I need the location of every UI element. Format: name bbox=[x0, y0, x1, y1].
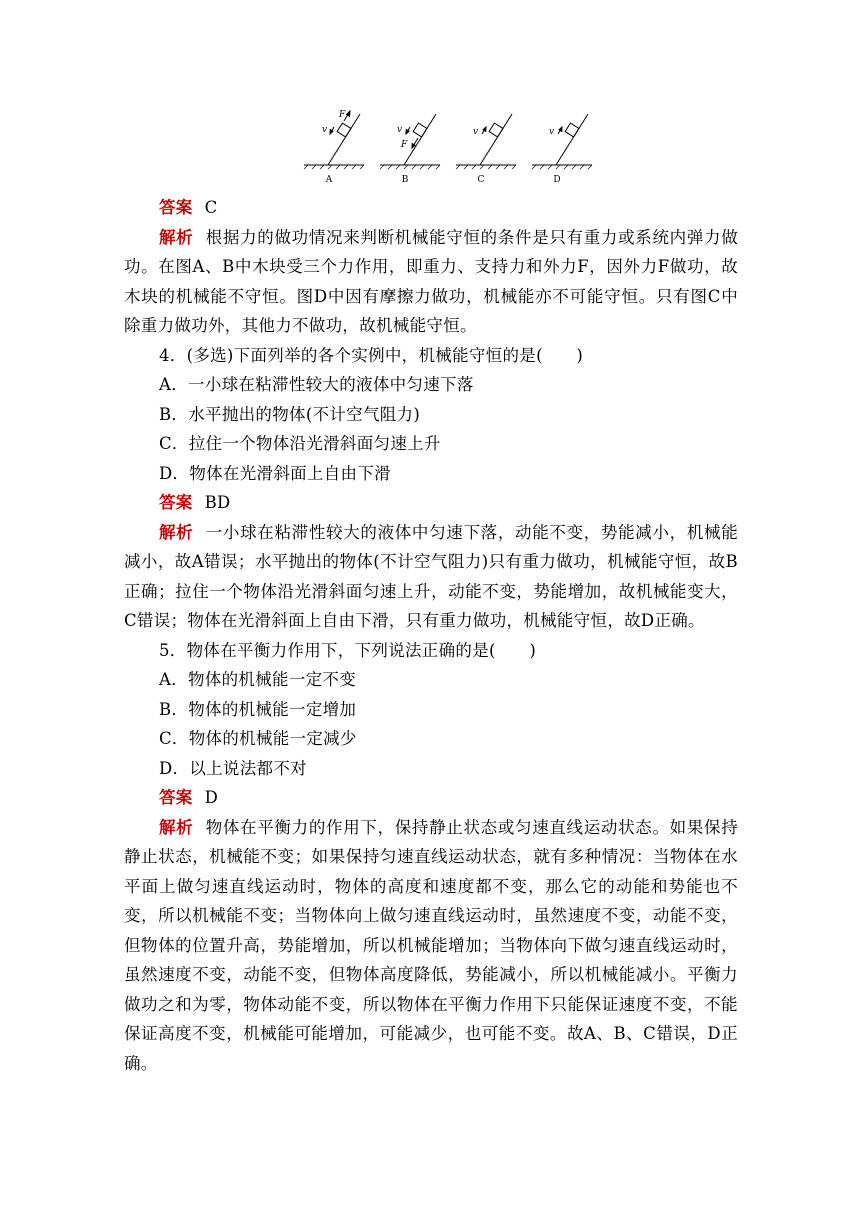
velocity-symbol: v bbox=[322, 125, 328, 135]
panel-a bbox=[304, 111, 364, 169]
analysis-text: 物体在平衡力的作用下，保持静止状态或匀速直线运动状态。如果保持静止状态，机械能不变；如果保持匀速直线运动状态，就有多种情况：当物体在水平面上做匀速直线运动时，物体的高度和速度都不变，那么它的动能和势能也不变，所以机械能不变；当物体向上做匀速直线运动时，虽然速度不变，动能不变，但物体的位置升高，势能增加，所以机械能增加；当物体向下做匀速直线运动时，虽然速度不变，动能不变，但物体高度降低，势能减小，所以机械能减小。平衡力做功之和为零，物体动能不变，所以物体在平衡力作用下只能保证速度不变，不能保证高度不变，机械能可能增加，可能减少，也可能不变。故A、B、C错误，D正确。 bbox=[124, 817, 738, 1073]
force-symbol: F bbox=[401, 140, 408, 150]
answer-tag: 答案 bbox=[159, 788, 193, 807]
document-body bbox=[124, 193, 738, 1078]
answer-value: C bbox=[204, 198, 218, 217]
analysis-tag: 解析 bbox=[159, 522, 194, 542]
analysis-tag: 解析 bbox=[159, 817, 194, 837]
panel-d bbox=[532, 114, 592, 169]
panel-b bbox=[380, 114, 440, 169]
answer-value: BD bbox=[204, 493, 231, 512]
velocity-symbol: v bbox=[397, 125, 403, 135]
analysis-tag: 解析 bbox=[159, 227, 194, 247]
option-item: B．水平抛出的物体(不计空气阻力) bbox=[159, 404, 421, 424]
analysis-paragraph bbox=[124, 813, 738, 1079]
analysis-paragraph bbox=[124, 518, 738, 636]
answer-value: D bbox=[204, 788, 219, 807]
panel-label: C bbox=[477, 175, 485, 185]
option-item: B．物体的机械能一定增加 bbox=[159, 699, 357, 719]
force-symbol: F bbox=[339, 110, 346, 120]
incline-figure bbox=[300, 106, 600, 186]
option-item: D．以上说法都不对 bbox=[159, 758, 307, 778]
answer-tag: 答案 bbox=[159, 198, 193, 217]
option-item: D．物体在光滑斜面上自由下滑 bbox=[159, 463, 391, 483]
option-item: A．一小球在粘滞性较大的液体中匀速下落 bbox=[159, 375, 474, 394]
panel-label: D bbox=[553, 175, 561, 185]
answer-line bbox=[124, 488, 738, 518]
question-stem: 4．(多选)下面列举的各个实例中，机械能守恒的是( ) bbox=[159, 345, 584, 365]
velocity-symbol: v bbox=[549, 127, 555, 137]
analysis-text: 一小球在粘滞性较大的液体中匀速下落，动能不变，势能减小，机械能减小，故A错误；水平抛出的物体(不计空气阻力)只有重力做功，机械能守恒，故B正确；拉住一个物体沿光滑斜面匀速上升，动能不变，势能增加，故机械能变大，C错误；物体在光滑斜面上自由下滑，只有重力做功，机械能守恒，故D正确。 bbox=[124, 522, 738, 630]
answer-line bbox=[124, 783, 738, 813]
answer-tag: 答案 bbox=[159, 493, 193, 512]
option-item: A．物体的机械能一定不变 bbox=[159, 670, 357, 689]
panel-label: A bbox=[325, 175, 333, 185]
analysis-paragraph bbox=[124, 223, 738, 341]
velocity-symbol: v bbox=[473, 127, 479, 137]
panel-c bbox=[456, 114, 516, 169]
option-item: C．拉住一个物体沿光滑斜面匀速上升 bbox=[159, 434, 441, 453]
option-item: C．物体的机械能一定减少 bbox=[159, 729, 357, 748]
analysis-text: 根据力的做功情况来判断机械能守恒的条件是只有重力或系统内弹力做功。在图A、B中木块受三个力作用，即重力、支持力和外力F，因外力F做功，故木块的机械能不守恒。图D中因有摩擦力做功，机械能亦不可能守恒。只有图C中除重力做功外，其他力不做功，故机械能守恒。 bbox=[124, 227, 738, 335]
answer-line bbox=[124, 193, 738, 223]
question-stem: 5．物体在平衡力作用下，下列说法正确的是( ) bbox=[159, 640, 537, 660]
panel-label: B bbox=[401, 175, 409, 185]
